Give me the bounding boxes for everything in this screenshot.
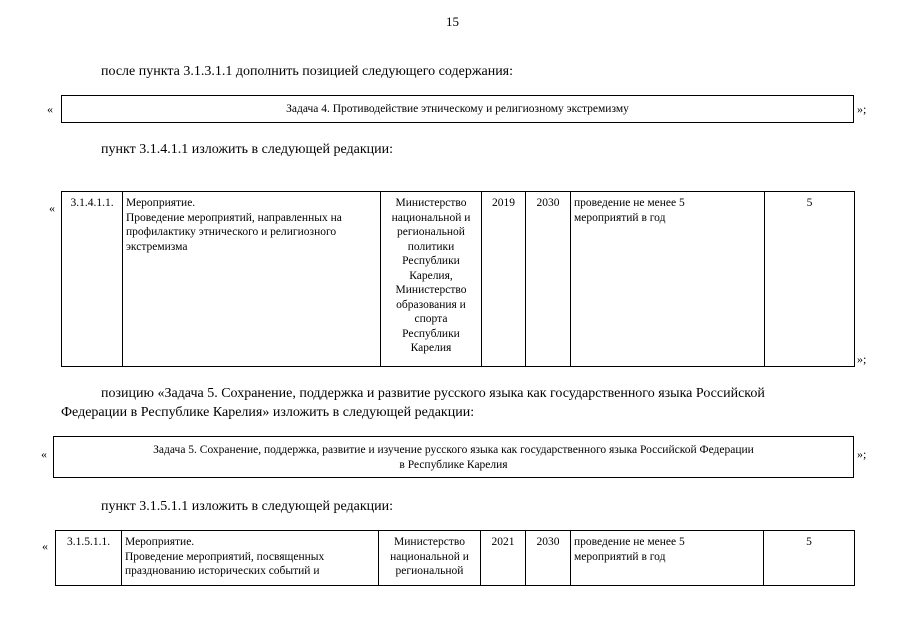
row-description: Мероприятие. Проведение мероприятий, направленных на профилактику этнического и религиозного экстремизма (123, 192, 381, 367)
task-5-box (53, 436, 854, 478)
row-code: 3.1.5.1.1. (56, 531, 122, 586)
row-indicator: проведение не менее 5 мероприятий в год (571, 192, 765, 367)
paragraph-3-1-5-1-1: пункт 3.1.5.1.1 изложить в следующей редакции: (101, 499, 393, 514)
page-number: 15 (446, 14, 459, 29)
row-code: 3.1.4.1.1. (62, 192, 123, 367)
paragraph-3-1-4-1-1: пункт 3.1.4.1.1 изложить в следующей редакции: (101, 142, 393, 157)
close-quote: »; (857, 102, 867, 116)
open-quote: « (47, 102, 53, 116)
task-4-box (61, 95, 854, 123)
row-start-year: 2019 (482, 192, 526, 367)
task-4-title: Задача 4. Противодействие этническому и религиозному экстремизму (286, 103, 629, 115)
row-end-year: 2030 (526, 531, 571, 586)
paragraph-insert-after-3-1-3-1-1: после пункта 3.1.3.1.1 дополнить позицией следующего содержания: (101, 64, 514, 79)
open-quote: « (49, 201, 55, 215)
row-value: 5 (765, 192, 855, 367)
open-quote: « (42, 539, 48, 553)
table-row-3-1-4-1-1 (61, 191, 855, 367)
task-5-title-line-2: в Республике Карелия (399, 459, 508, 471)
row-value: 5 (764, 531, 855, 586)
task-5-title-line-1: Задача 5. Сохранение, поддержка, развитие и изучение русского языка как государственного языка Российской Федерации (153, 444, 754, 456)
open-quote: « (41, 447, 47, 461)
row-indicator: проведение не менее 5 мероприятий в год (571, 531, 764, 586)
row-responsible-org: Министерство национальной и региональной (379, 531, 481, 586)
row-start-year: 2021 (481, 531, 526, 586)
paragraph-task-5-line-1: позицию «Задача 5. Сохранение, поддержка и развитие русского языка как государственного языка Российской (101, 386, 765, 401)
row-description: Мероприятие. Проведение мероприятий, посвященных празднованию исторических событий и (122, 531, 379, 586)
paragraph-task-5-line-2: Федерации в Республике Карелия» изложить в следующей редакции: (61, 405, 475, 420)
row-end-year: 2030 (526, 192, 571, 367)
row-responsible-org: Министерство национальной и региональной политики Республики Карелия, Министерство образования и спорта Республики Карелия (381, 192, 482, 367)
close-quote: »; (857, 352, 867, 366)
table-row-3-1-5-1-1 (55, 530, 855, 586)
close-quote: »; (857, 447, 867, 461)
